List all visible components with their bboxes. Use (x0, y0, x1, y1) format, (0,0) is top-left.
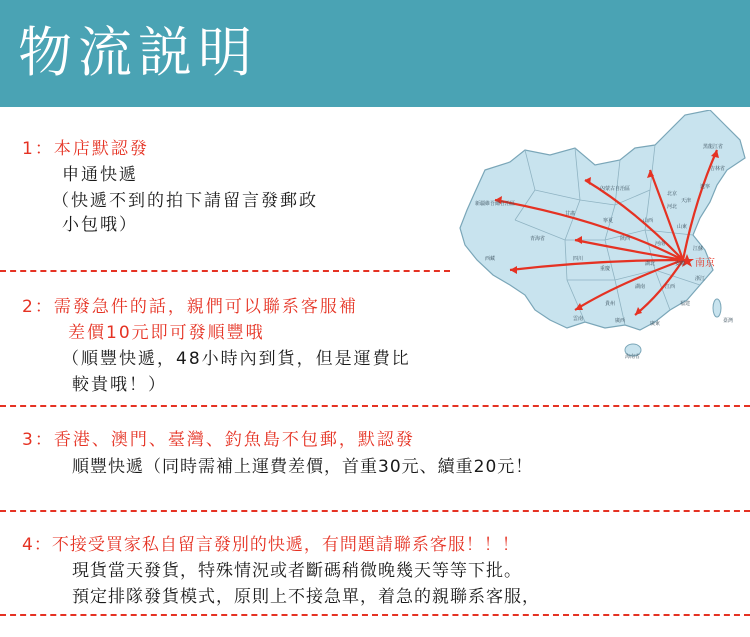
dashed-divider (0, 270, 450, 272)
region-label: 四川 (573, 256, 584, 262)
region-label: 河北 (667, 204, 678, 210)
region-label: 甘肅 (565, 211, 576, 217)
section2-line2: （順豐快遞，48小時內到貨，但是運費比 (62, 349, 411, 369)
section4-heading: 4：不接受買家私自留言發別的快遞，有問題請聯系客服！！！ (22, 535, 520, 555)
region-label: 青海省 (530, 236, 546, 242)
section1-line1: 申通快遞 (62, 165, 138, 185)
taiwan-island (713, 299, 721, 317)
dashed-divider (0, 510, 750, 512)
region-label: 西藏 (485, 256, 496, 262)
header-banner (0, 0, 750, 107)
region-label: 陝西 (620, 236, 631, 242)
region-label: 天津 (681, 198, 692, 204)
section1-line2: （快遞不到的拍下請留言發郵政 (52, 191, 318, 211)
section1-heading: 1：本店默認發 (22, 139, 149, 159)
region-label: 貴州 (605, 301, 616, 307)
dashed-divider (0, 405, 750, 407)
region-label: 湖北 (645, 261, 656, 267)
china-shipping-map (455, 110, 750, 370)
section4-line2: 預定排隊發貨模式，原則上不接急單，着急的親聯系客服， (72, 587, 540, 607)
region-label: 海南省 (625, 354, 641, 360)
region-label: 北京 (667, 191, 678, 197)
region-label: 新疆維吾爾自治區 (475, 201, 516, 207)
region-label: 安徽 (675, 261, 686, 267)
section1-line3: 小包哦） (62, 215, 138, 235)
region-label: 廣西 (615, 318, 626, 324)
region-label: 廣東 (650, 321, 661, 327)
region-label: 浙江 (695, 276, 706, 282)
region-label: 山西 (643, 218, 654, 224)
region-label: 江蘇 (693, 246, 704, 252)
section3-heading: 3：香港、澳門、臺灣、釣魚島不包郵，默認發 (22, 430, 415, 450)
region-label: 寧夏 (603, 218, 614, 224)
dashed-divider (0, 614, 750, 616)
region-label: 臺灣 (723, 318, 734, 324)
page-title: 物流説明 (18, 21, 258, 84)
section3-line1: 順豐快遞（同時需補上運費差價，首重30元、續重20元！ (72, 457, 534, 477)
section2-line3: 較貴哦！） (72, 375, 167, 395)
region-label: 重慶 (600, 266, 611, 272)
region-label: 雲南 (573, 316, 584, 322)
region-label: 福建 (680, 301, 691, 307)
region-label: 山東 (677, 224, 688, 230)
region-label: 吉林省 (710, 166, 726, 172)
region-label: 黑龍江省 (703, 144, 724, 150)
region-label: 河南 (655, 241, 666, 247)
section2-heading: 2：需發急件的話，親們可以聯系客服補 (22, 297, 358, 317)
origin-label: 南京 (695, 258, 715, 269)
region-label: 江西 (665, 284, 676, 290)
region-label: 湖南 (635, 284, 646, 290)
region-label: 內蒙古自治區 (600, 186, 631, 192)
section4-line1: 現貨當天發貨，特殊情況或者斷碼稍微晚幾天等等下批。 (72, 561, 522, 581)
section2-line1: 差價10元即可發順豐哦 (68, 323, 265, 343)
region-label: 遼寧 (700, 184, 711, 190)
